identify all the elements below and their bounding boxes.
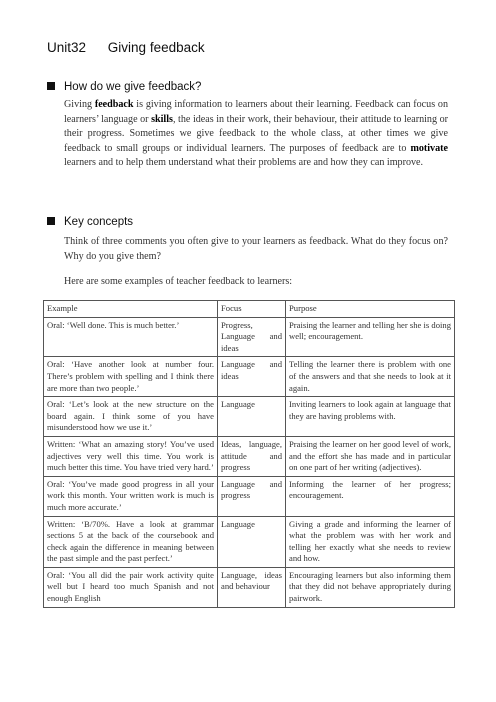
cell-example: Oral: ‘Well done. This is much better.’ (44, 317, 218, 357)
term-feedback: feedback (94, 99, 134, 110)
cell-focus: Language and ideas (218, 357, 286, 397)
term-skills: skills (151, 113, 173, 125)
examples-intro: Here are some examples of teacher feedback to learners: (64, 276, 293, 287)
header-example: Example (44, 301, 218, 318)
table-row (44, 397, 455, 437)
section-heading-feedback (47, 81, 201, 93)
cell-example: Oral: ‘You all did the pair work activity quite well but I heard too much Spanish and not enough English (44, 567, 218, 607)
cell-focus: Language, ideas and behaviour (218, 567, 286, 607)
cell-example: Oral: ‘You’ve made good progress in all your work this month. Your written work is much is much more accurate.’ (44, 476, 218, 516)
unit-title (47, 40, 205, 55)
section-heading-key-concepts (47, 216, 133, 228)
cell-purpose: Encouraging learners but also informing them that they did not behave appropriately during pairwork. (286, 567, 455, 607)
cell-purpose: Praising the learner on her good level of work, and the effort she has made and in particular on one part of her writing (adjectives). (286, 436, 455, 476)
para-text: is giving information to learners about their learning. Feedback can focus on learners’ language or (64, 99, 449, 125)
table-row (44, 516, 455, 567)
unit-number: Unit32 (47, 40, 87, 55)
table-row (44, 567, 455, 607)
table-row (44, 357, 455, 397)
cell-focus: Language and progress (218, 476, 286, 516)
term-motivate: motivate (410, 142, 448, 154)
cell-focus: Language (218, 516, 286, 567)
cell-purpose: Inviting learners to look again at language that they are having problems with. (286, 397, 455, 437)
cell-focus: Progress, Language and ideas (218, 317, 286, 357)
table-row (44, 436, 455, 476)
unit-title-text: Giving feedback (107, 40, 205, 55)
cell-purpose: Telling the learner there is problem with one of the answers and that she needs to look at it again. (286, 357, 455, 397)
para-text: , the ideas in their work, their behaviour, their attitude to learning or their progress. Sometimes we give feedback to the whole class, at other times we give feedback to small groups or individual learners. The purposes of feedback are to (64, 113, 448, 154)
section-heading-text: How do we give feedback? (64, 81, 202, 93)
cell-focus: Language (218, 397, 286, 437)
cell-example: Written: ‘What an amazing story! You’ve used adjectives very well this time. You work is much better this time. You have tried very hard.’ (44, 436, 218, 476)
cell-purpose: Praising the learner and telling her she is doing well; encouragement. (286, 317, 455, 357)
table-header-row (44, 301, 455, 318)
table-row (44, 317, 455, 357)
cell-example: Oral: ‘Have another look at number four. There’s problem with spelling and I think there are more than two people.’ (44, 357, 218, 397)
square-bullet-icon (47, 217, 55, 225)
cell-example: Written: ‘B/70%. Have a look at grammar sections 5 at the back of the coursebook and check again the difference in meaning between the past simple and the past perfect.’ (44, 516, 218, 567)
cell-purpose: Giving a grade and informing the learner of what the problem was with her work and telling her exactly what she needs to review and how. (286, 516, 455, 567)
cell-purpose: Informing the learner of her progress; encouragement. (286, 476, 455, 516)
feedback-examples-table (43, 300, 455, 608)
cell-example: Oral: ‘Let’s look at the new structure on the board again. I think some of you have misunderstood how we use it.’ (44, 397, 218, 437)
cell-focus: Ideas, language, attitude and progress (218, 436, 286, 476)
para-text: learners and to help them understand what their problems are and how they can improve. (64, 157, 424, 169)
key-concepts-paragraph: Think of three comments you often give to your learners as feedback. What do they focus on? Why do you give them? (64, 236, 448, 262)
section-heading-text: Key concepts (64, 216, 134, 228)
para-text: Giving (64, 99, 95, 110)
square-bullet-icon (47, 82, 55, 90)
feedback-paragraph (64, 98, 448, 171)
table-row (44, 476, 455, 516)
header-purpose: Purpose (286, 301, 455, 318)
header-focus: Focus (218, 301, 286, 318)
